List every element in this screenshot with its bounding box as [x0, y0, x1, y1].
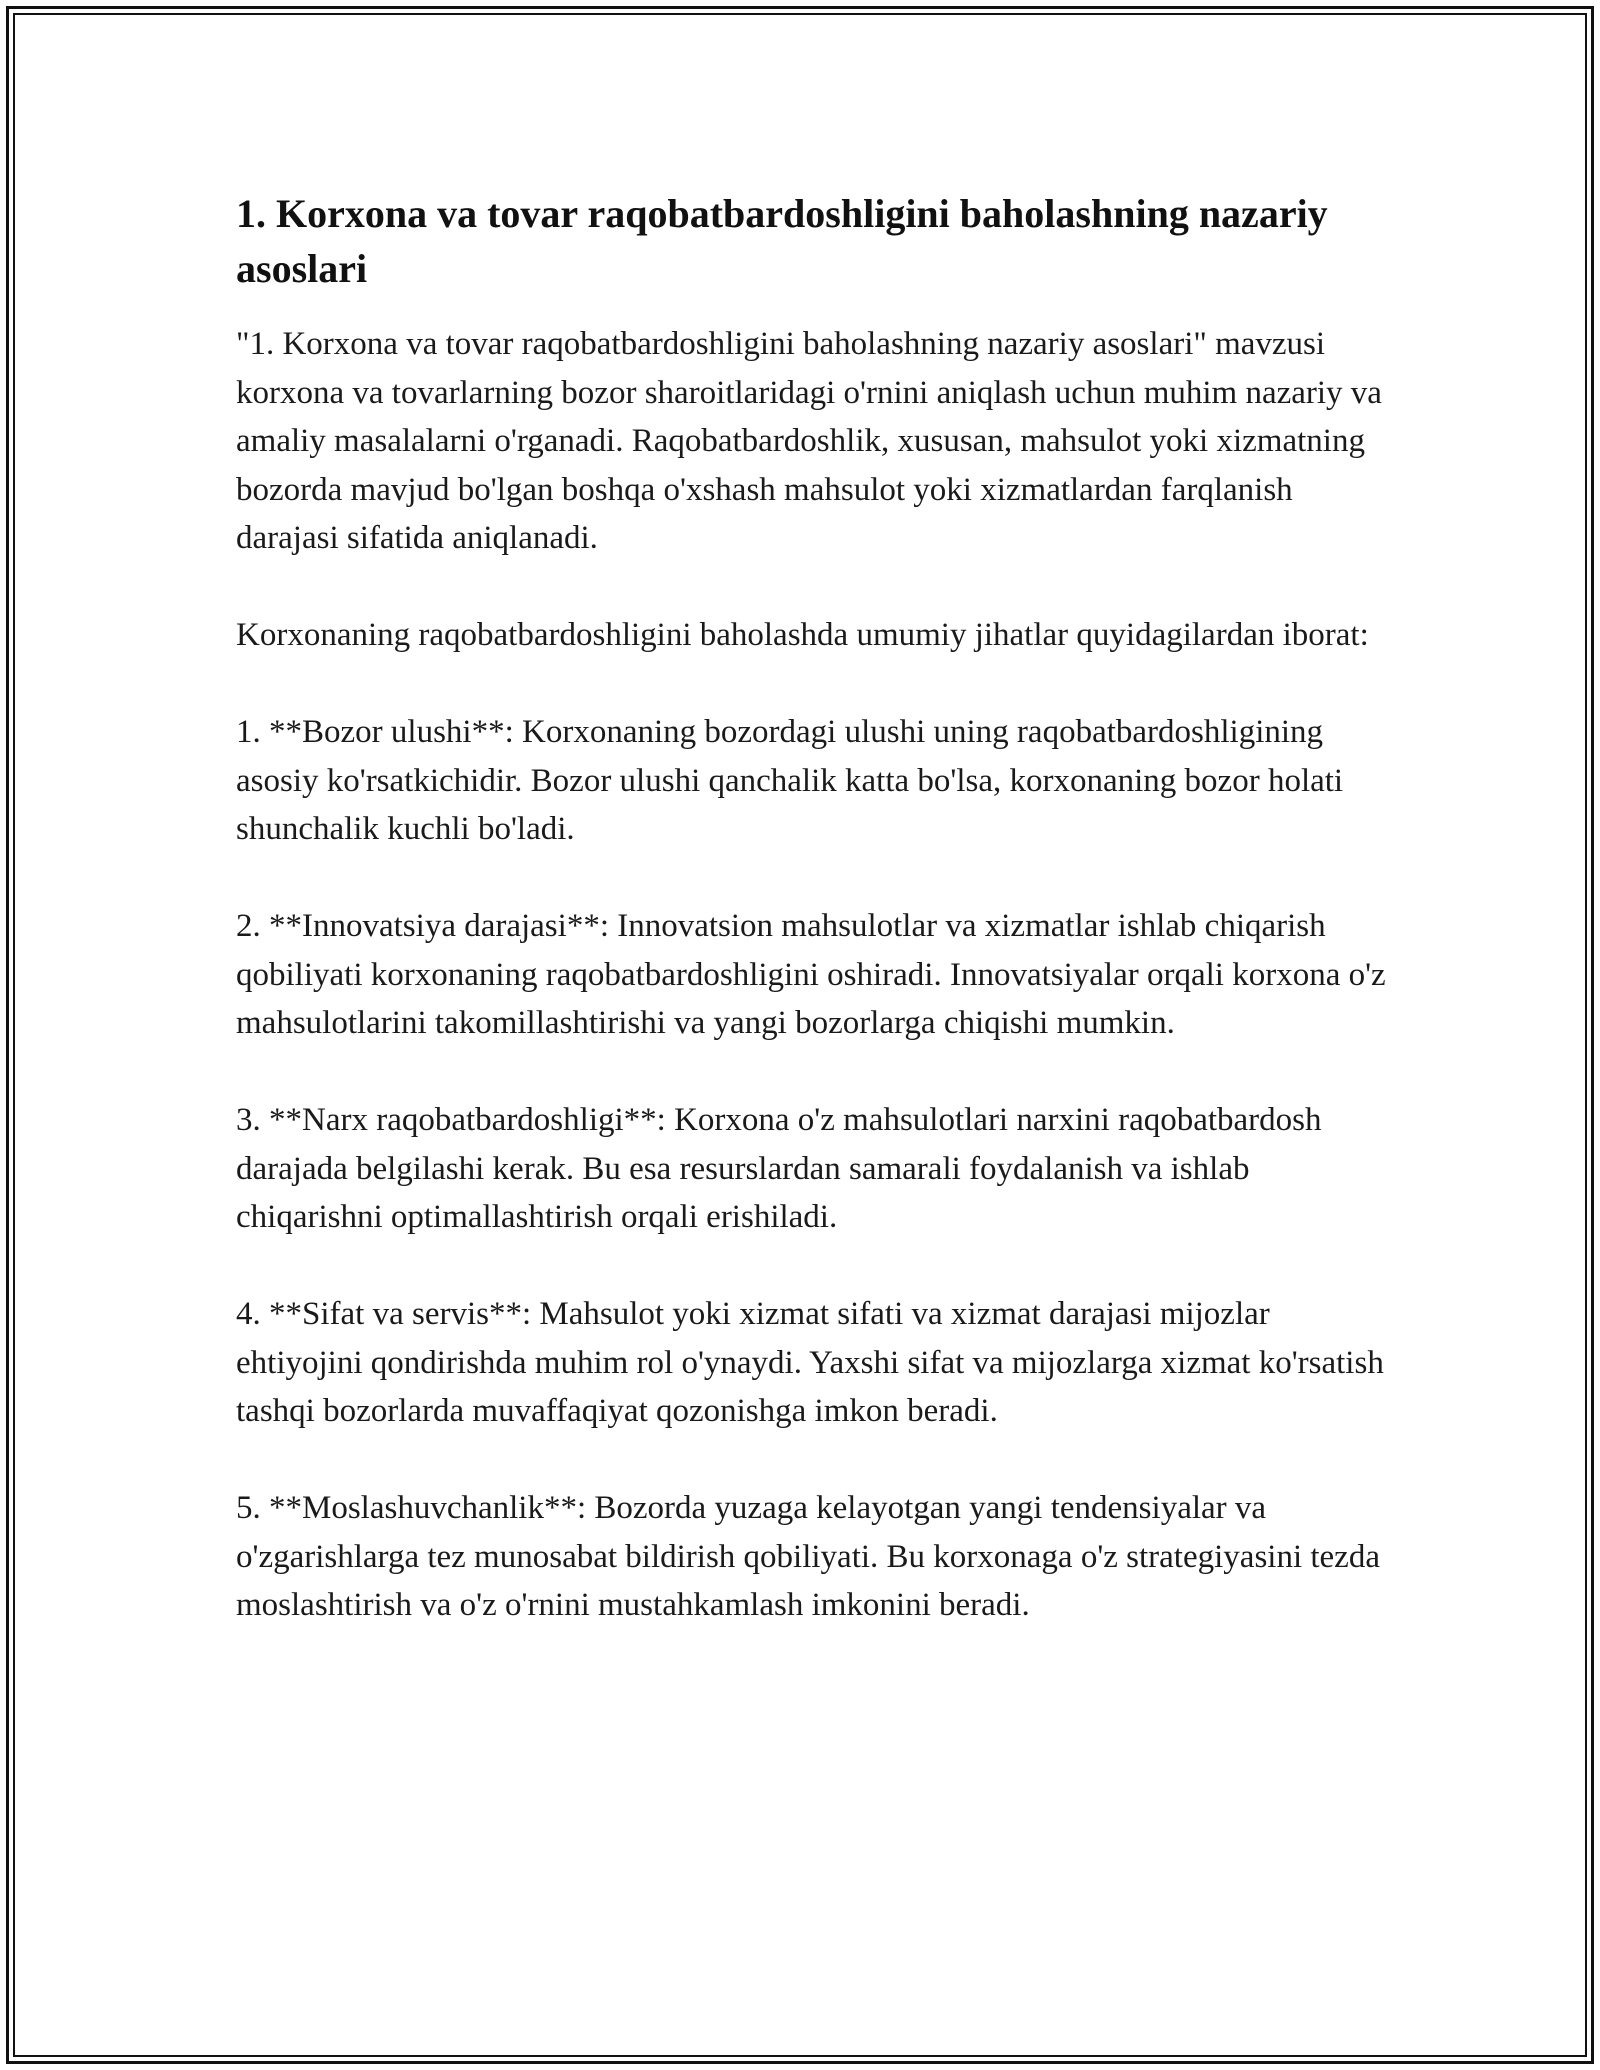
paragraph-item-market-share: 1. **Bozor ulushi**: Korxonaning bozordagi ulushi uning raqobatbardoshligining asosiy ko'rsatkichidir. Bozor ulushi qanchalik katta bo'lsa, korxonaning bozor holati shunchalik kuchli bo'ladi. [236, 714, 1344, 847]
document-title: 1. Korxona va tovar raqobatbardoshligini baholashning nazariy asoslari [236, 191, 1328, 291]
paragraph-item-flexibility: 5. **Moslashuvchanlik**: Bozorda yuzaga kelayotgan yangi tendensiyalar va o'zgarishlarga tez munosabat bildirish qobiliyati. Bu korxonaga o'z strategiyasini tezda moslashtirish va o'z o'rnini mustahkamlash imkonini beradi. [236, 1490, 1380, 1623]
paragraph-item-quality-service: 4. **Sifat va servis**: Mahsulot yoki xizmat sifati va xizmat darajasi mijozlar ehtiyojini qondirishda muhim rol o'ynaydi. Yaxshi sifat va mijozlarga xizmat ko'rsatish tashqi bozorlarda muvaffaqiyat qozonishga imkon beradi. [236, 1296, 1384, 1429]
paragraph-item-price: 3. **Narx raqobatbardoshligi**: Korxona o'z mahsulotlari narxini raqobatbardosh darajada belgilashi kerak. Bu esa resurslardan samarali foydalanish va ishlab chiqarishni optimallashtirish orqali erishiladi. [236, 1102, 1322, 1235]
paragraph-aspects-lead: Korxonaning raqobatbardoshligini baholashda umumiy jihatlar quyidagilardan iborat: [236, 617, 1369, 653]
paragraph-item-innovation: 2. **Innovatsiya darajasi**: Innovatsion mahsulotlar va xizmatlar ishlab chiqarish qobiliyati korxonaning raqobatbardoshligini oshiradi. Innovatsiyalar orqali korxona o'z mahsulotlarini takomillashtirishi va yangi bozorlarga chiqishi mumkin. [236, 908, 1386, 1041]
document-body [236, 186, 1386, 1630]
paragraph-intro: "1. Korxona va tovar raqobatbardoshligini baholashning nazariy asoslari" mavzusi korxona va tovarlarning bozor sharoitlaridagi o'rnini aniqlash uchun muhim nazariy va amaliy masalalarni o'rganadi. Raqobatbardoshlik, xususan, mahsulot yoki xizmatning bozorda mavjud bo'lgan boshqa o'xshash mahsulot yoki xizmatlardan farqlanish darajasi sifatida aniqlanadi. [236, 326, 1382, 556]
